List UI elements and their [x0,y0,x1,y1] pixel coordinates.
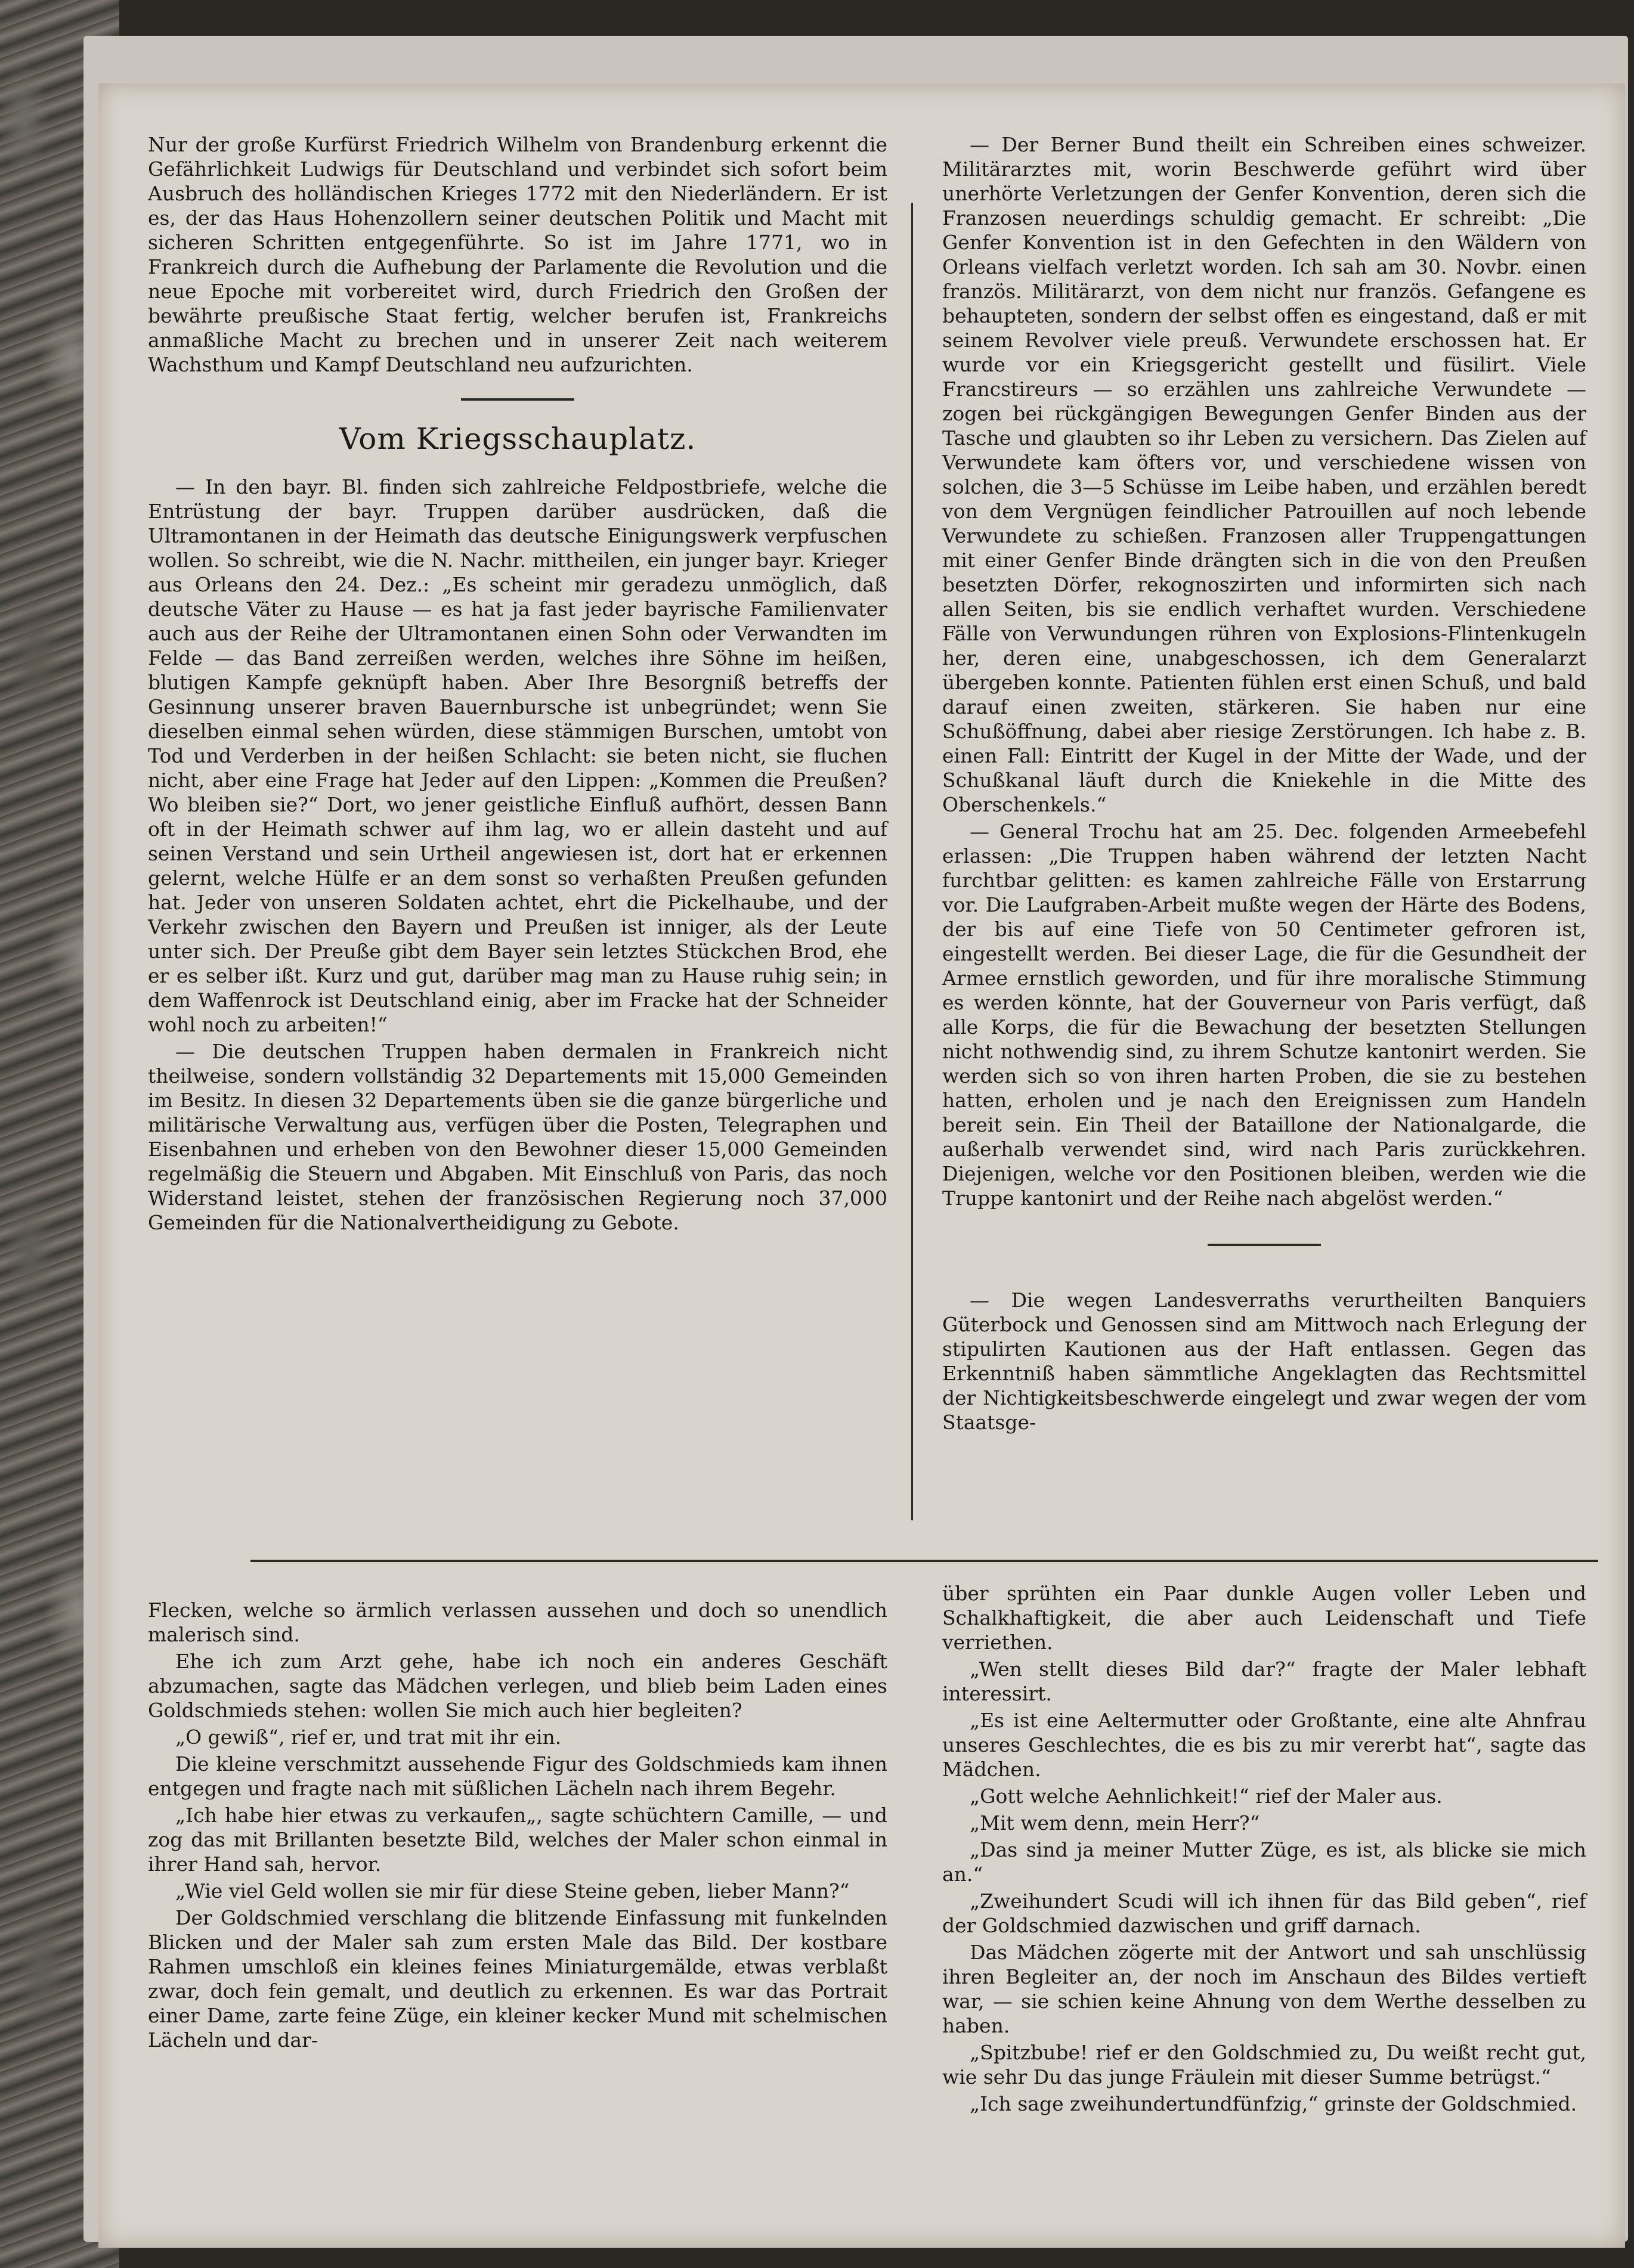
story-paragraph: Der Goldschmied verschlang die blitzende Einfassung mit funkelnden Blicken und der Maler sah zum ersten Male das Bild. Der kostbare Rahmen umschloß ein kleines feines Miniaturgemälde, etwas verblaßt zwar, doch fein gemalt, und deutlich zu erkennen. Es war das Portrait einer Dame, zarte feine Züge, ein kleiner kecker Mund mit schelmischen Lächeln und dar- [148,1906,887,2052]
story-paragraph: „Gott welche Aehnlichkeit!“ rief der Maler aus. [970,1784,1443,1808]
history-paragraph: Nur der große Kurfürst Friedrich Wilhelm von Brandenburg erkennt die Gefährlichkeit Ludwigs für Deutschland und verbindet sich sofort beim Ausbruch des holländischen Krieges 1772 mit den Niederländern. Er ist es, der das Haus Hohenzollern seiner deutschen Politik und Macht mit sicheren Schritten entgegenführte. So ist im Jahre 1771, wo in Frankreich durch die Aufhebung der Parlamente die Revolution und die neue Epoche mit vorbereitet wird, durch Friedrich den Großen der bewährte preußische Staat fertig, welcher berufen ist, Frankreichs anmaßliche Macht zu brechen und in unserer Zeit nach weiterem Wachsthum und Kampf Deutschland neu aufzurichten. [148,133,887,376]
divider-rule [461,398,574,401]
article-paragraph: — In den bayr. Bl. finden sich zahlreiche Feldpostbriefe, welche die Entrüstung der bayr. Truppen darüber ausdrücken, daß die Ultramontanen in der Heimath das deutsche Einigungswerk verpfuschen wollen. So schreibt, wie die N. Nachr. mittheilen, ein junger bayr. Krieger aus Orleans den 24. Dez.: „Es scheint mir geradezu unmöglich, daß deutsche Väter zu Hause — es hat ja fast jeder bayrische Familienvater auch aus der Reihe der Ultramontanen einen Sohn oder Verwandten im Felde — das Band zerreißen werden, welches ihre Söhne im heißen, blutigen Kampfe geknüpft haben. Aber Ihre Besorgniß betreffs der Gesinnung unserer braven Bauernbursche ist unbegründet; wenn Sie dieselben einmal sehen würden, diese stämmigen Burschen, umtobt von Tod und Verderben in der heißen Schlacht: sie beten nicht, sie fluchen nicht, aber eine Frage hat Jeder auf den Lippen: „Kommen die Preußen? Wo bleiben sie?“ Dort, wo jener geistliche Einfluß aufhört, dessen Bann oft in der Heimath schwer auf ihm lag, wo er allein dasteht und auf seinen Verstand und sein Urtheil angewiesen ist, dort hat er erkennen gelernt, welche Hülfe er an dem sonst so verhaßten Preußen gefunden hat. Jeder von unseren Soldaten achtet, ehrt die Pickelhaube, und der Verkehr zwischen den Bayern und Preußen ist inniger, als der Leute unter sich. Der Preuße gibt dem Bayer sein letztes Stückchen Brod, ehe er es selber ißt. Kurz und gut, darüber mag man zu Hause ruhig sein; in dem Waffenrock ist Deutschland einig, aber im Fracke hat der Schneider wohl noch zu arbeiten!“ [148,475,887,1036]
right-column-top [942,132,1586,1437]
article-paragraph: — Der Berner Bund theilt ein Schreiben eines schweizer. Militärarztes mit, worin Beschwerde geführt wird über unerhörte Verletzungen der Genfer Konvention, deren sich die Franzosen neuerdings schuldig gemacht. Er schreibt: „Die Genfer Konvention ist in den Gefechten in den Wäldern von Orleans vielfach verletzt worden. Ich sah am 30. Novbr. einen französ. Militärarzt, von dem nicht nur französ. Gefangene es behaupteten, sondern der selbst offen es eingestand, daß er mit seinem Revolver viele preuß. Verwundete erschossen hat. Er wurde vor ein Kriegsgericht gestellt und füsilirt. Viele Francstireurs — so erzählen uns zahlreiche Verwundete — zogen bei rückgängigen Bewegungen Genfer Binden aus der Tasche und glaubten so ihr Leben zu versichern. Das Zielen auf Verwundete kam öfters vor, und verschiedene wissen von solchen, die 3—5 Schüsse im Leibe haben, und erzählen beredt von dem Vergnügen feindlicher Patrouillen auf noch lebende Verwundete zu schießen. Franzosen aller Truppengattungen mit einer Genfer Binde drängten sich in die von den Preußen besetzten Dörfer, rekognoszirten und informirten sich nach allen Seiten, bis sie endlich verhaftet wurden. Verschiedene Fälle von Verwundungen rühren von Explosions-Flintenkugeln her, deren eine, unabgeschossen, ich dem Generalarzt übergeben konnte. Patienten fühlen erst einen Schuß, und bald darauf einen zweiten, stärkeren. Sie haben nur eine Schußöffnung, dabei aber riesige Zerstörungen. Ich habe z. B. einen Fall: Eintritt der Kugel in der Mitte der Wade, und der Schußkanal läuft durch die Kniekehle in die Mitte des Oberschenkels.“ [942,133,1586,816]
feuilleton-divider [250,1560,1598,1562]
feuilleton-left-column [148,1598,887,2055]
story-paragraph: „O gewiß“, rief er, und trat mit ihr ein. [175,1725,562,1749]
feuilleton-right-column [942,1581,1586,2118]
story-paragraph: Ehe ich zum Arzt gehe, habe ich noch ein anderes Geschäft abzumachen, sagte das Mädchen verlegen, und blieb beim Laden eines Goldschmieds stehen: wollen Sie mich auch hier begleiten? [148,1650,887,1722]
story-paragraph: „Das sind ja meiner Mutter Züge, es ist, als blicke sie mich an.“ [942,1838,1586,1886]
left-column-top [148,132,887,1237]
column-divider [911,203,913,1520]
story-paragraph: Das Mädchen zögerte mit der Antwort und sah unschlüssig ihren Begleiter an, der noch im Anschaun des Bildes vertieft war, — sie schien keine Ahnung von dem Werthe desselben zu haben. [942,1941,1586,2037]
story-paragraph: „Zweihundert Scudi will ich ihnen für das Bild geben“, rief der Goldschmied dazwischen und griff darnach. [942,1889,1586,1937]
story-paragraph: über sprühten ein Paar dunkle Augen voller Leben und Schalkhaftigkeit, die aber auch Leidenschaft und Tiefe verriethen. [942,1582,1586,1654]
story-paragraph: „Ich sage zweihundertundfünfzig,“ grinste der Goldschmied. [970,2092,1577,2115]
story-paragraph: Die kleine verschmitzt aussehende Figur des Goldschmieds kam ihnen entgegen und fragte nach mit süßlichen Lächeln nach ihrem Begehr. [148,1752,887,1800]
article-paragraph: — General Trochu hat am 25. Dec. folgenden Armeebefehl erlassen: „Die Truppen haben während der letzten Nacht furchtbar gelitten: es kamen zahlreiche Fälle von Erstarrung vor. Die Laufgraben-Arbeit mußte wegen der Härte des Bodens, der bis auf eine Tiefe von 50 Centimeter gefroren ist, eingestellt werden. Bei dieser Lage, die für die Gesundheit der Armee ernstlich geworden, und für ihre moralische Stimmung es werden könnte, hat der Gouverneur von Paris verfügt, daß alle Korps, die für die Bewachung der besetzten Stellungen nicht nothwendig sind, zu ihrem Schutze kantonirt werden. Sie werden sich so von ihren harten Proben, die sie zu bestehen hatten, erholen und je nach den Ereignissen zum Handeln bereit sein. Ein Theil der Bataillone der Nationalgarde, die außerhalb verwendet sind, wird nach Paris zurückkehren. Diejenigen, welche vor den Positionen bleiben, werden wie die Truppe kantonirt und der Reihe nach abgelöst werden.“ [942,820,1586,1210]
story-paragraph: „Es ist eine Aeltermutter oder Großtante, eine alte Ahnfrau unseres Geschlechtes, die es bis zu mir vererbt hat“, sagte das Mädchen. [942,1709,1586,1781]
divider-rule [1208,1244,1321,1246]
article-paragraph: — Die wegen Landesverraths verurtheilten Banquiers Güterbock und Genossen sind am Mittwoch nach Erlegung der stipulirten Kautionen aus der Haft entlassen. Gegen das Erkenntniß haben sämmtliche Angeklagten das Rechtsmittel der Nichtigkeitsbeschwerde eingelegt und zwar wegen der vom Staatsge- [942,1288,1586,1434]
story-paragraph: „Wie viel Geld wollen sie mir für diese Steine geben, lieber Mann?“ [175,1879,850,1903]
story-paragraph: „Wen stellt dieses Bild dar?“ fragte der Maler lebhaft interessirt. [942,1657,1586,1705]
story-paragraph: „Ich habe hier etwas zu verkaufen„, sagte schüchtern Camille, — und zog das mit Brillanten besetzte Bild, welches der Maler schon einmal in ihrer Hand sah, hervor. [148,1804,887,1876]
story-paragraph: Flecken, welche so ärmlich verlassen aussehen und doch so unendlich malerisch sind. [148,1598,887,1646]
story-paragraph: „Spitzbube! rief er den Goldschmied zu, Du weißt recht gut, wie sehr Du das junge Fräulein mit dieser Summe betrügst.“ [942,2041,1586,2089]
story-paragraph: „Mit wem denn, mein Herr?“ [970,1811,1260,1835]
article-paragraph: — Die deutschen Truppen haben dermalen in Frankreich nicht theilweise, sondern vollständig 32 Departements mit 15,000 Gemeinden im Besitz. In diesen 32 Departements üben sie die ganze bürgerliche und militärische Verwaltung aus, verfügen über die Posten, Telegraphen und Eisenbahnen und erheben von den Bewohner dieser 15,000 Gemeinden regelmäßig die Steuern und Abgaben. Mit Einschluß von Paris, das noch Widerstand leistet, stehen der französischen Regierung noch 37,000 Gemeinden für die Nationalvertheidigung zu Gebote. [148,1040,887,1234]
section-title: Vom Kriegsschauplatz. [339,422,697,456]
